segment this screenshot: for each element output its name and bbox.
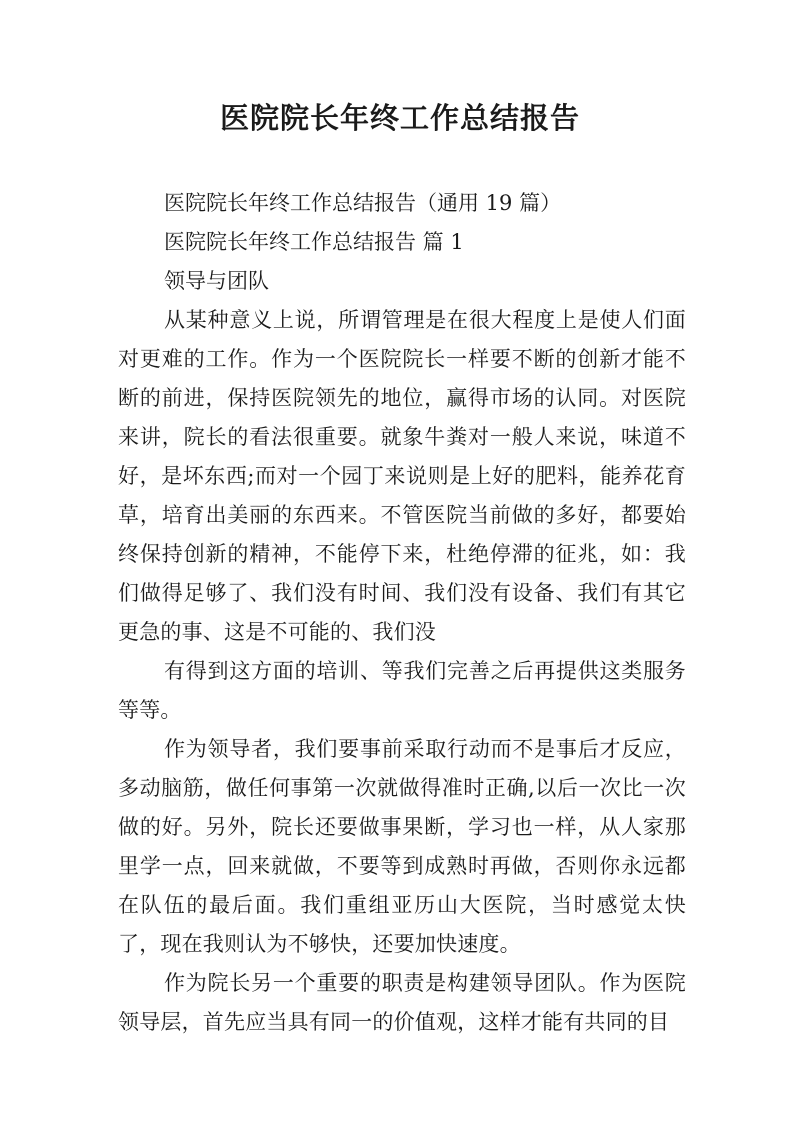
paragraph: 作为院长另一个重要的职责是构建领导团队。作为医院领导层，首先应当具有同一的价值观，这样才能有共同的目 [118, 971, 686, 1034]
paragraph: 从某种意义上说，所谓管理是在很大程度上是使人们面对更难的工作。作为一个医院院长一样要不断的创新才能不断的前进，保持医院领先的地位，赢得市场的认同。对医院来讲，院长的看法很重要。就象牛粪对一般人来说，味道不好，是坏东西;而对一个园丁来说则是上好的肥料，能养花育草，培育出美丽的东西来。不管医院当前做的多好，都要始终保持创新的精神，不能停下来，杜绝停滞的征兆，如：我们做得足够了、我们没有时间、我们没有设备、我们有其它更急的事、这是不可能的、我们没 [118, 308, 686, 644]
document-body [118, 184, 686, 1042]
topic-heading: 领导与团队 [164, 269, 269, 293]
paragraph: 作为领导者，我们要事前采取行动而不是事后才反应，多动脑筋，做任何事第一次就做得准时正确,以后一次比一次做的好。另外，院长还要做事果断，学习也一样，从人家那里学一点，回来就做，不要等到成熟时再做，否则你永远都在队伍的最后面。我们重组亚历山大医院，当时感觉太快了，现在我则认为不够快，还要加快速度。 [118, 737, 686, 956]
section-heading: 医院院长年终工作总结报告 篇 1 [164, 230, 464, 254]
document-subtitle: 医院院长年终工作总结报告（通用 19 篇） [164, 191, 562, 215]
paragraph: 有得到这方面的培训、等我们完善之后再提供这类服务等等。 [118, 659, 686, 722]
document-title: 医院院长年终工作总结报告 [219, 101, 580, 135]
